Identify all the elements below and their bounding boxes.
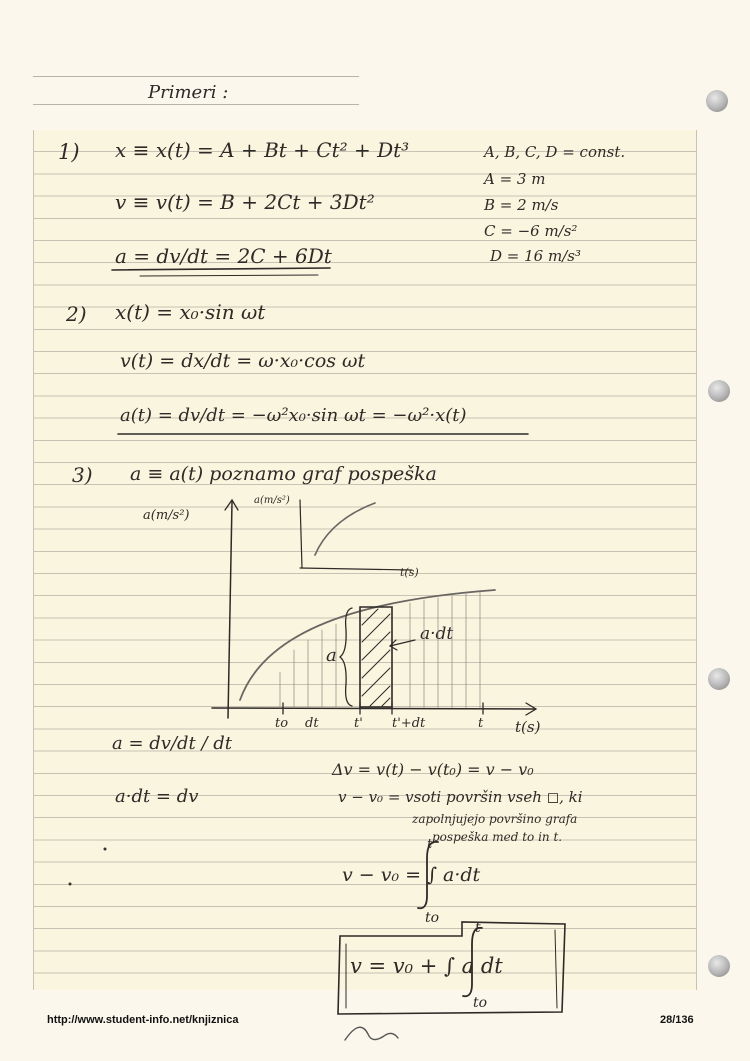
derivative-equation: a = dv/dt / dt bbox=[112, 733, 233, 754]
constant-d: D = 16 m/s³ bbox=[490, 247, 581, 265]
integral-sign bbox=[463, 928, 482, 996]
area-strips bbox=[280, 592, 480, 708]
boxed-upper-limit: t bbox=[475, 920, 481, 936]
underline bbox=[140, 275, 318, 276]
example-number: 1) bbox=[58, 140, 80, 164]
result-box bbox=[555, 930, 557, 1008]
boxed-lower-limit: to bbox=[473, 995, 488, 1011]
example-number: 3) bbox=[72, 463, 93, 487]
small-graph-curve bbox=[315, 503, 375, 555]
footer-url[interactable]: http://www.student-info.net/knjiznica bbox=[47, 1014, 239, 1026]
acceleration-equation: a(t) = dv/dt = −ω²x₀·sin ωt = −ω²·x(t) bbox=[120, 405, 467, 426]
delta-v-equation: Δv = v(t) − v(t₀) = v − v₀ bbox=[332, 760, 534, 779]
tick-label-t-prime: t' bbox=[354, 716, 363, 731]
strip-hatching bbox=[362, 609, 390, 706]
explanation-line: v − v₀ = vsoti površin vseh ◻, ki bbox=[338, 788, 583, 806]
page-title: Primeri : bbox=[148, 82, 229, 103]
integral-lower-limit: to bbox=[425, 910, 440, 926]
tick-label-t-prime-dt: t'+dt bbox=[392, 716, 426, 731]
small-graph-y-axis bbox=[300, 500, 302, 568]
small-graph-x-label: t(s) bbox=[400, 566, 419, 579]
position-equation: x(t) = x₀·sin ωt bbox=[115, 300, 266, 324]
explanation-line: zapolnjujejo površino grafa bbox=[412, 812, 578, 826]
small-graph-x-axis bbox=[300, 568, 412, 570]
differential-equation: a·dt = dv bbox=[115, 786, 199, 807]
constants-line: A, B, C, D = const. bbox=[484, 143, 626, 161]
velocity-equation: v ≡ v(t) = B + 2Ct + 3Dt² bbox=[115, 190, 375, 214]
problem-statement: a ≡ a(t) poznamo graf pospeška bbox=[130, 463, 437, 485]
explanation-line: pospeška med to in t. bbox=[432, 830, 563, 844]
result-box bbox=[338, 922, 565, 1014]
constant-c: C = −6 m/s² bbox=[484, 222, 578, 240]
graph-y-label: a(m/s²) bbox=[143, 508, 190, 523]
constant-b: B = 2 m/s bbox=[484, 196, 559, 214]
stray-mark bbox=[104, 848, 107, 851]
position-equation: x ≡ x(t) = A + Bt + Ct² + Dt³ bbox=[115, 138, 410, 162]
tick-label-dt: dt bbox=[305, 716, 319, 731]
integral-sign bbox=[418, 842, 438, 908]
acceleration-equation: a = dv/dt = 2C + 6Dt bbox=[115, 244, 332, 268]
stray-mark bbox=[69, 883, 72, 886]
graph-y-axis bbox=[228, 502, 232, 718]
example-number: 2) bbox=[66, 302, 87, 326]
underline bbox=[112, 268, 330, 270]
integral-equation: v − v₀ = ∫ a·dt bbox=[342, 864, 481, 886]
page-number: 28/136 bbox=[660, 1014, 694, 1026]
tick-label-t0: to bbox=[275, 716, 289, 731]
bar-height-label: a bbox=[326, 645, 337, 666]
bar-brace bbox=[340, 608, 352, 706]
graph-x-axis bbox=[212, 708, 535, 709]
area-label: a·dt bbox=[420, 624, 454, 644]
constant-a: A = 3 m bbox=[484, 170, 546, 188]
velocity-equation: v(t) = dx/dt = ω·x₀·cos ωt bbox=[120, 350, 366, 372]
graph-x-label: t(s) bbox=[515, 718, 541, 736]
tick-label-t: t bbox=[478, 716, 484, 731]
small-graph-y-label: a(m/s²) bbox=[254, 495, 290, 506]
integral-upper-limit: t bbox=[427, 837, 433, 852]
boxed-result-equation: v = v₀ + ∫ a dt bbox=[350, 954, 503, 978]
